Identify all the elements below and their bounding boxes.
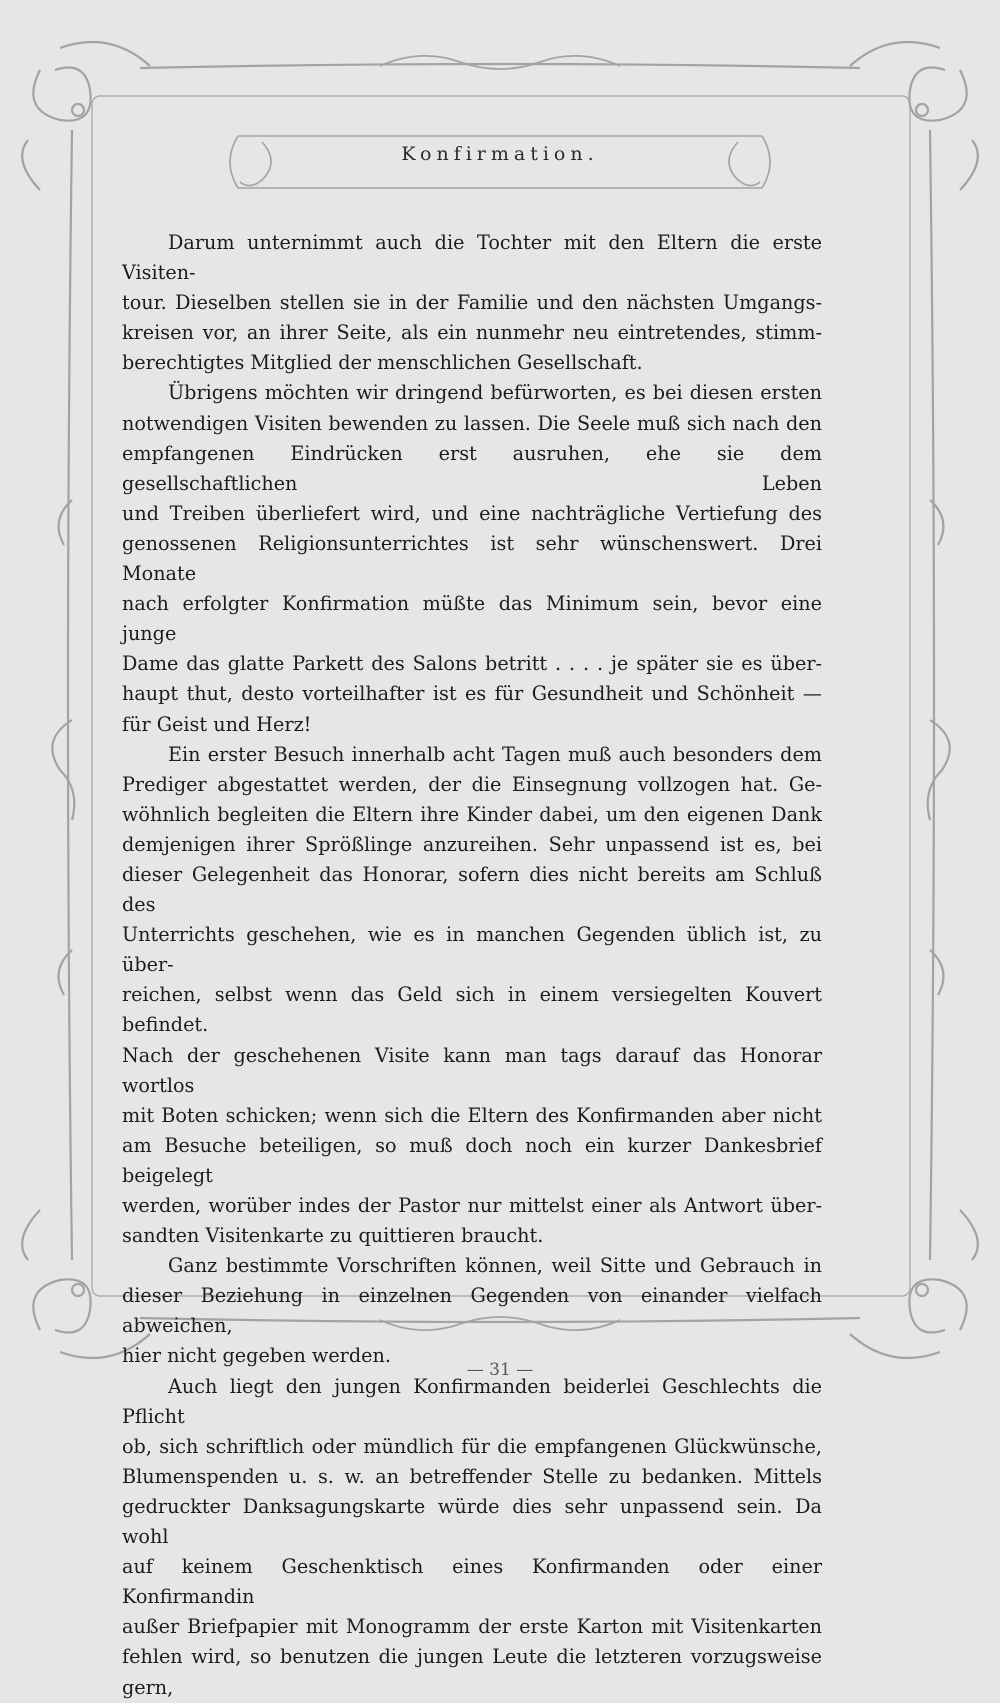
top-center-scroll [380, 56, 620, 69]
text-line: hier nicht gegeben werden. [122, 1344, 391, 1368]
text-line: mit Boten schicken; wenn sich die Eltern des Konfirmanden aber nicht [122, 1103, 822, 1127]
body-text [122, 228, 822, 1703]
text-line: tour. Dieselben stellen sie in der Familie und den nächsten Umgangs- [122, 291, 822, 315]
text-line: Dame das glatte Parkett des Salons betritt . . . . je später sie es über- [122, 652, 822, 676]
text-line: demjenigen ihrer Sprößlinge anzureihen. Sehr unpassend ist es, bei [122, 832, 822, 856]
page-number: — 31 — [466, 1360, 534, 1380]
corner-ornament-bottom-right [850, 1210, 978, 1358]
text-line: empfangenen Eindrücken erst ausruhen, ehe sie dem gesellschaftlichen Leben [122, 441, 822, 495]
text-line: Ein erster Besuch innerhalb acht Tagen muß auch besonders dem [168, 742, 822, 766]
page-heading: Konfirmation. [401, 143, 599, 165]
text-line: fehlen wird, so benutzen die jungen Leute die letzteren vorzugsweise gern, [122, 1645, 822, 1699]
text-line: Auch liegt den jungen Konfirmanden beiderlei Geschlechts die Pflicht [122, 1374, 822, 1428]
text-line: auf keinem Geschenktisch eines Konfirmanden oder einer Konfirmandin [122, 1555, 822, 1609]
text-line: nach erfolgter Konfirmation müßte das Minimum sein, bevor eine junge [122, 592, 822, 646]
corner-ornament-top-right [850, 42, 978, 190]
text-line: für Geist und Herz! [122, 712, 312, 736]
text-line: ob, sich schriftlich oder mündlich für die empfangenen Glückwünsche, [122, 1434, 822, 1458]
text-line: wöhnlich begleiten die Eltern ihre Kinder dabei, um den eigenen Dank [122, 802, 822, 826]
frame-top-line [140, 64, 860, 68]
text-line: Darum unternimmt auch die Tochter mit den Eltern die erste Visiten- [122, 231, 822, 285]
frame-left-line [68, 130, 72, 1260]
text-line: berechtigtes Mitglied der menschlichen Gesellschaft. [122, 351, 643, 375]
text-line: reichen, selbst wenn das Geld sich in einem versiegelten Kouvert befindet. [122, 983, 822, 1037]
side-flourish-right [928, 500, 950, 995]
text-line: dieser Gelegenheit das Honorar, sofern dies nicht bereits am Schluß des [122, 862, 822, 917]
text-line: kreisen vor, an ihrer Seite, als ein nunmehr neu eintretendes, stimm- [122, 321, 822, 345]
text-line: werden, worüber indes der Pastor nur mittelst einer als Antwort über- [122, 1194, 822, 1217]
text-line: gedruckter Danksagungskarte würde dies sehr unpassend sein. Da wohl [122, 1494, 822, 1549]
text-line: Ganz bestimmte Vorschriften können, weil Sitte und Gebrauch in [168, 1254, 822, 1278]
text-line: und Treiben überliefert wird, und eine nachträgliche Vertiefung des [122, 501, 822, 525]
text-line: am Besuche beteiligen, so muß doch noch ein kurzer Dankesbrief beigelegt [122, 1133, 822, 1187]
text-line: notwendigen Visiten bewenden zu lassen. Die Seele muß sich nach den [122, 411, 822, 435]
frame-right-line [930, 130, 934, 1260]
text-line: haupt thut, desto vorteilhafter ist es für Gesundheit und Schönheit — [122, 682, 822, 706]
text-line: Nach der geschehenen Visite kann man tags darauf das Honorar wortlos [122, 1043, 822, 1097]
text-line: sandten Visitenkarte zu quittieren braucht. [122, 1224, 544, 1248]
text-line: genossenen Religionsunterrichtes ist sehr wünschenswert. Drei Monate [122, 531, 822, 586]
text-line: Unterrichts geschehen, wie es in manchen Gegenden üblich ist, zu über- [122, 923, 822, 977]
side-flourish-left [52, 500, 74, 995]
text-line: Blumenspenden u. s. w. an betreffender Stelle zu bedanken. Mittels [122, 1464, 822, 1488]
corner-ornament-top-left [22, 42, 150, 190]
text-line: außer Briefpapier mit Monogramm der erste Karton mit Visitenkarten [122, 1615, 822, 1639]
text-line: Prediger abgestattet werden, der die Einsegnung vollzogen hat. Ge- [122, 772, 822, 796]
text-line: Übrigens möchten wir dringend befürworten, es bei diesen ersten [168, 381, 822, 405]
text-line: dieser Beziehung in einzelnen Gegenden von einander vielfach abweichen, [122, 1284, 822, 1338]
